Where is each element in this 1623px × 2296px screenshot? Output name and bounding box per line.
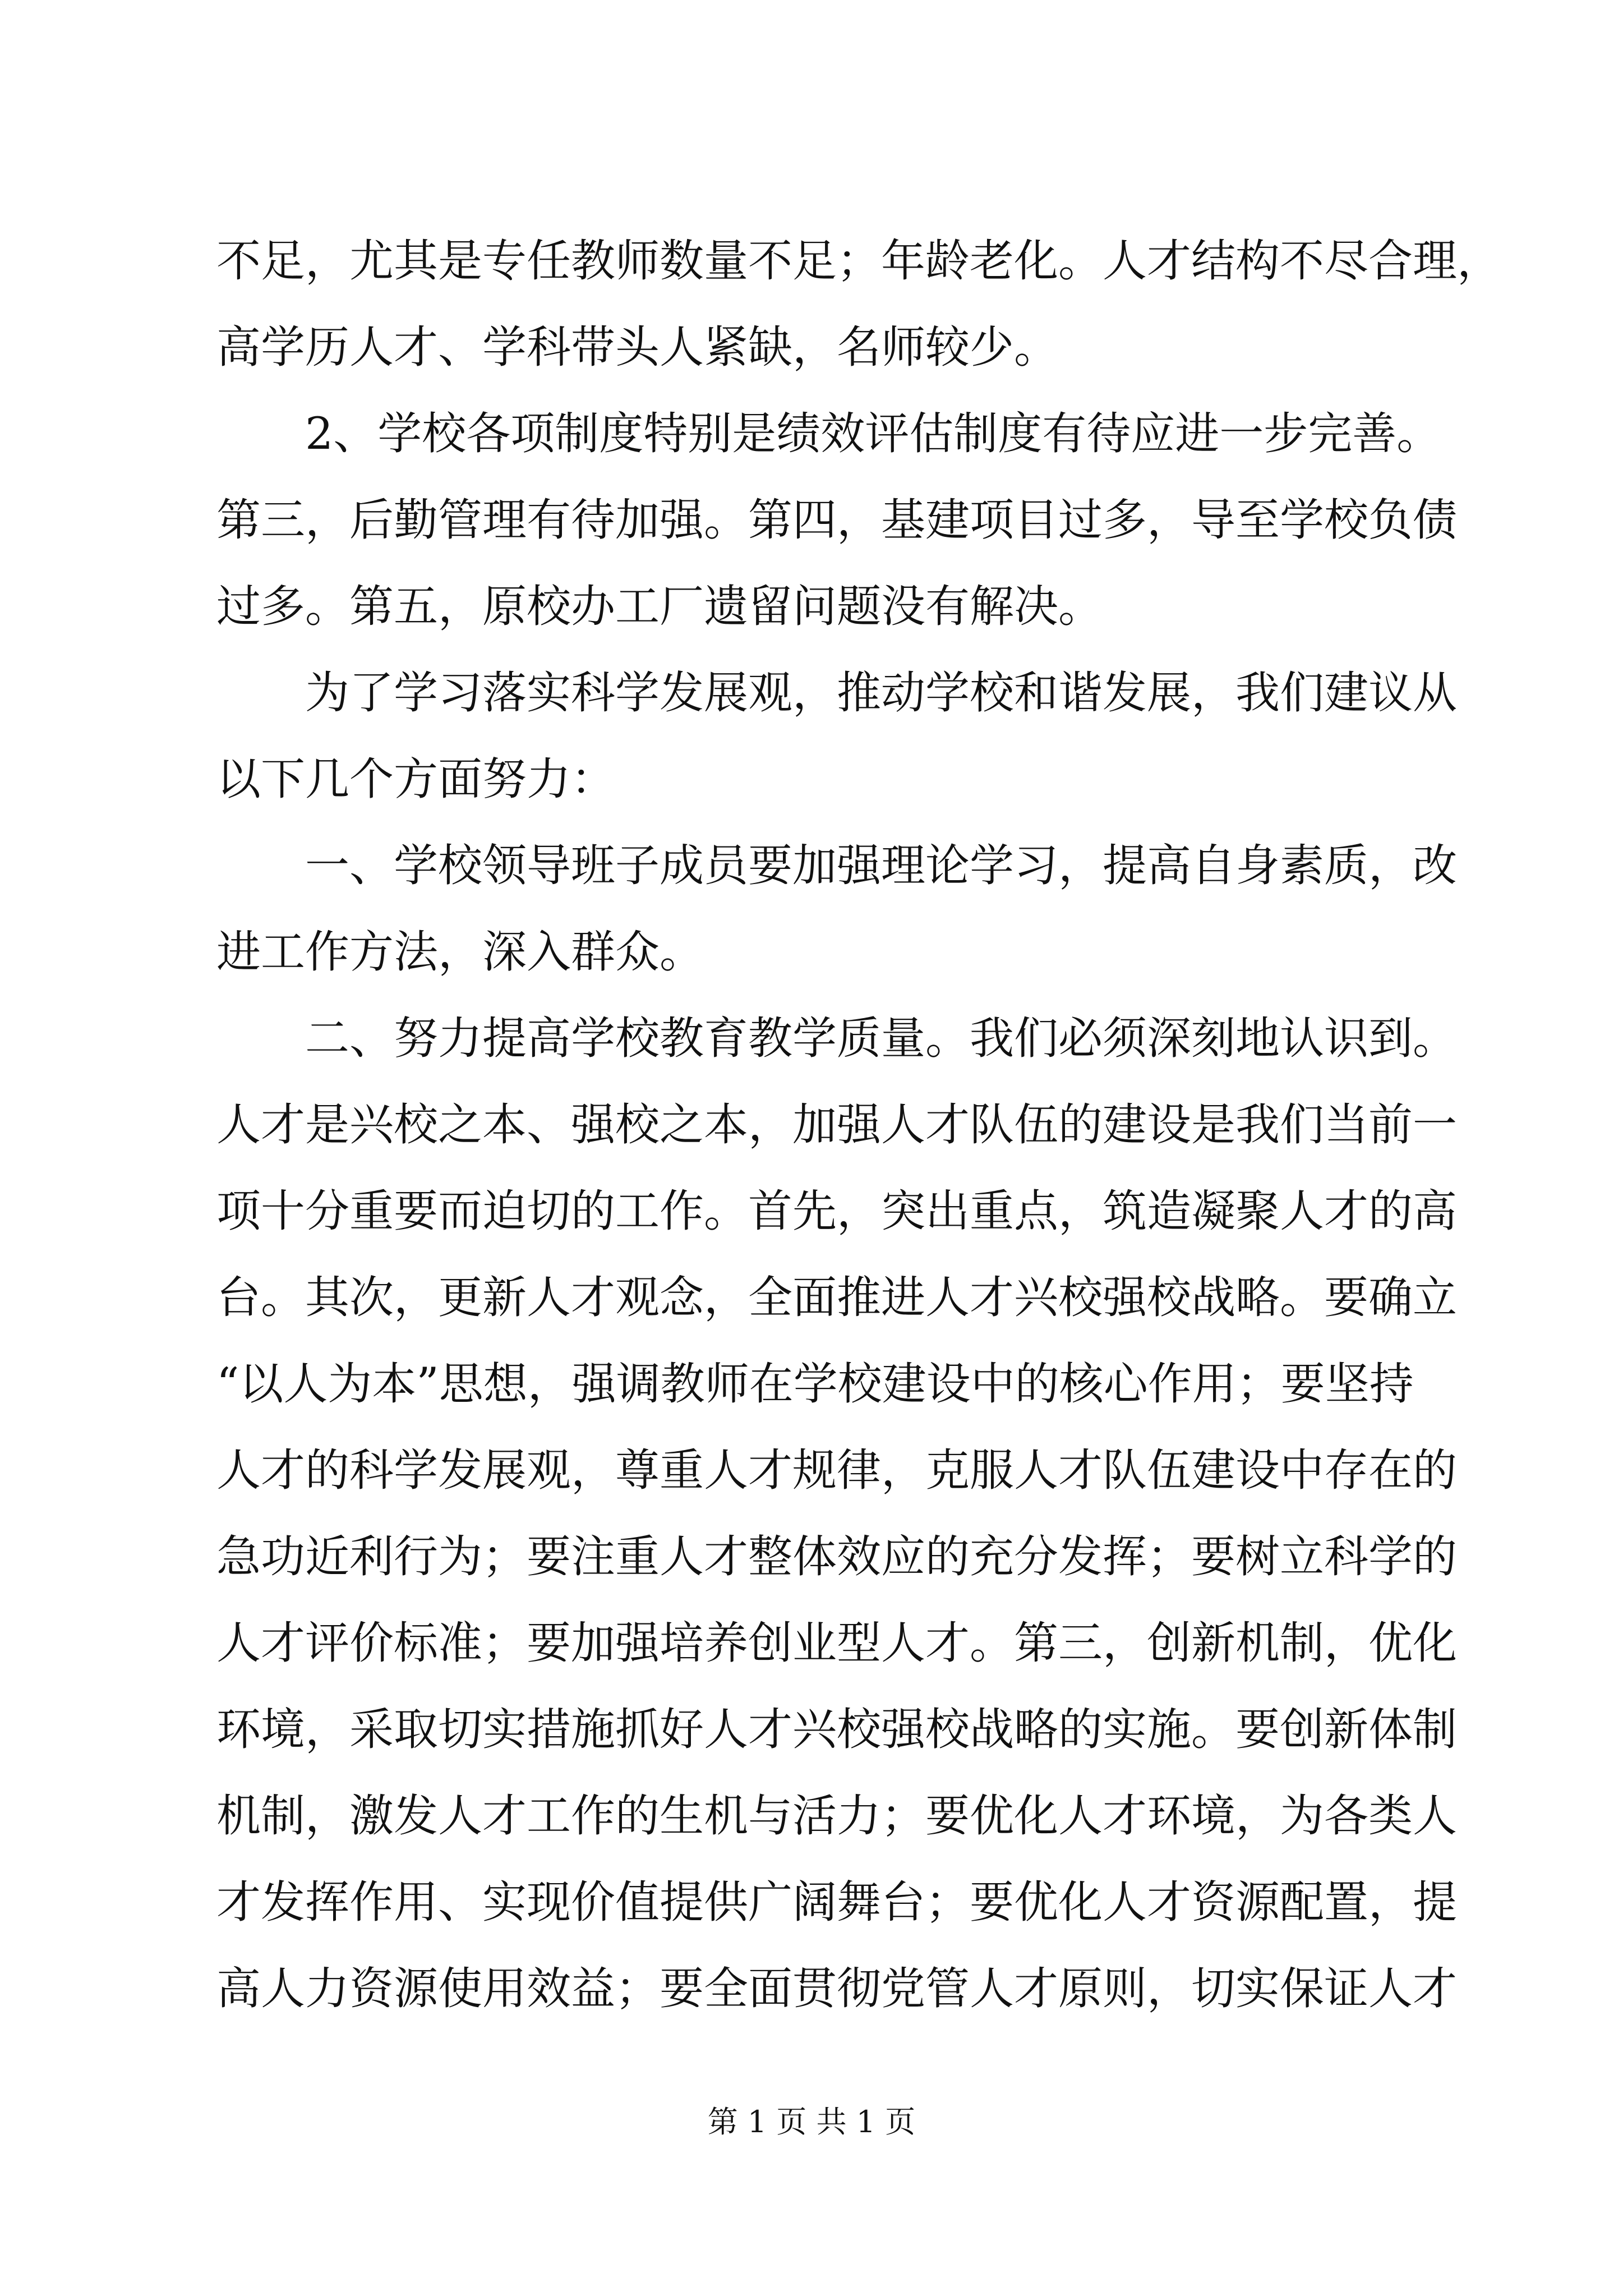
text-line: 第三，后勤管理有待加强。第四，基建项目过多，导至学校负债 [216, 494, 1457, 546]
body-text [216, 218, 1501, 2032]
text-line: 急功近利行为；要注重人才整体效应的充分发挥；要树立科学的 [216, 1531, 1457, 1582]
text-line: 过多。第五，原校办工厂遗留问题没有解决。 [216, 581, 1103, 632]
page-number-label: 第 1 页 共 1 页 [707, 2104, 916, 2139]
text-line: 二、努力提高学校教育教学质量。我们必须深刻地认识到。 [216, 1013, 1457, 1064]
text-line: 人才的科学发展观，尊重人才规律，克服人才队伍建设中存在的 [216, 1444, 1457, 1496]
text-line: 为了学习落实科学发展观，推动学校和谐发展，我们建议从 [216, 667, 1457, 719]
text-line: “以人为本”思想，强调教师在学校建设中的核心作用；要坚持 [216, 1358, 1414, 1410]
text-line: 进工作方法，深入群众。 [216, 926, 704, 978]
text-line: 环境，采取切实措施抓好人才兴校强校战略的实施。要创新体制 [216, 1704, 1457, 1755]
text-line: 机制，激发人才工作的生机与活力；要优化人才环境，为各类人 [216, 1790, 1457, 1842]
text-line: 人才是兴校之本、强校之本，加强人才队伍的建设是我们当前一 [216, 1099, 1457, 1151]
text-line: 高学历人才、学科带头人紧缺，名师较少。 [216, 321, 1058, 373]
text-line: 高人力资源使用效益；要全面贯彻党管人才原则，切实保证人才 [216, 1963, 1457, 2014]
text-line: 项十分重要而迫切的工作。首先，突出重点，筑造凝聚人才的高 [216, 1185, 1457, 1237]
text-line: 人才评价标准；要加强培养创业型人才。第三，创新机制，优化 [216, 1617, 1457, 1669]
text-line: 以下几个方面努力： [216, 753, 615, 805]
text-line: 不足，尤其是专任教师数量不足；年龄老化。人才结构不尽合理， [216, 235, 1501, 287]
text-line: 一、学校领导班子成员要加强理论学习，提高自身素质，改 [216, 840, 1457, 891]
page-footer [0, 2102, 1623, 2142]
text-line: 才发挥作用、实现价值提供广阔舞台；要优化人才资源配置，提 [216, 1876, 1457, 1928]
text-line: 台。其次，更新人才观念，全面推进人才兴校强校战略。要确立 [216, 1272, 1457, 1323]
text-line: 2、学校各项制度特别是绩效评估制度有待应进一步完善。 [216, 408, 1441, 459]
